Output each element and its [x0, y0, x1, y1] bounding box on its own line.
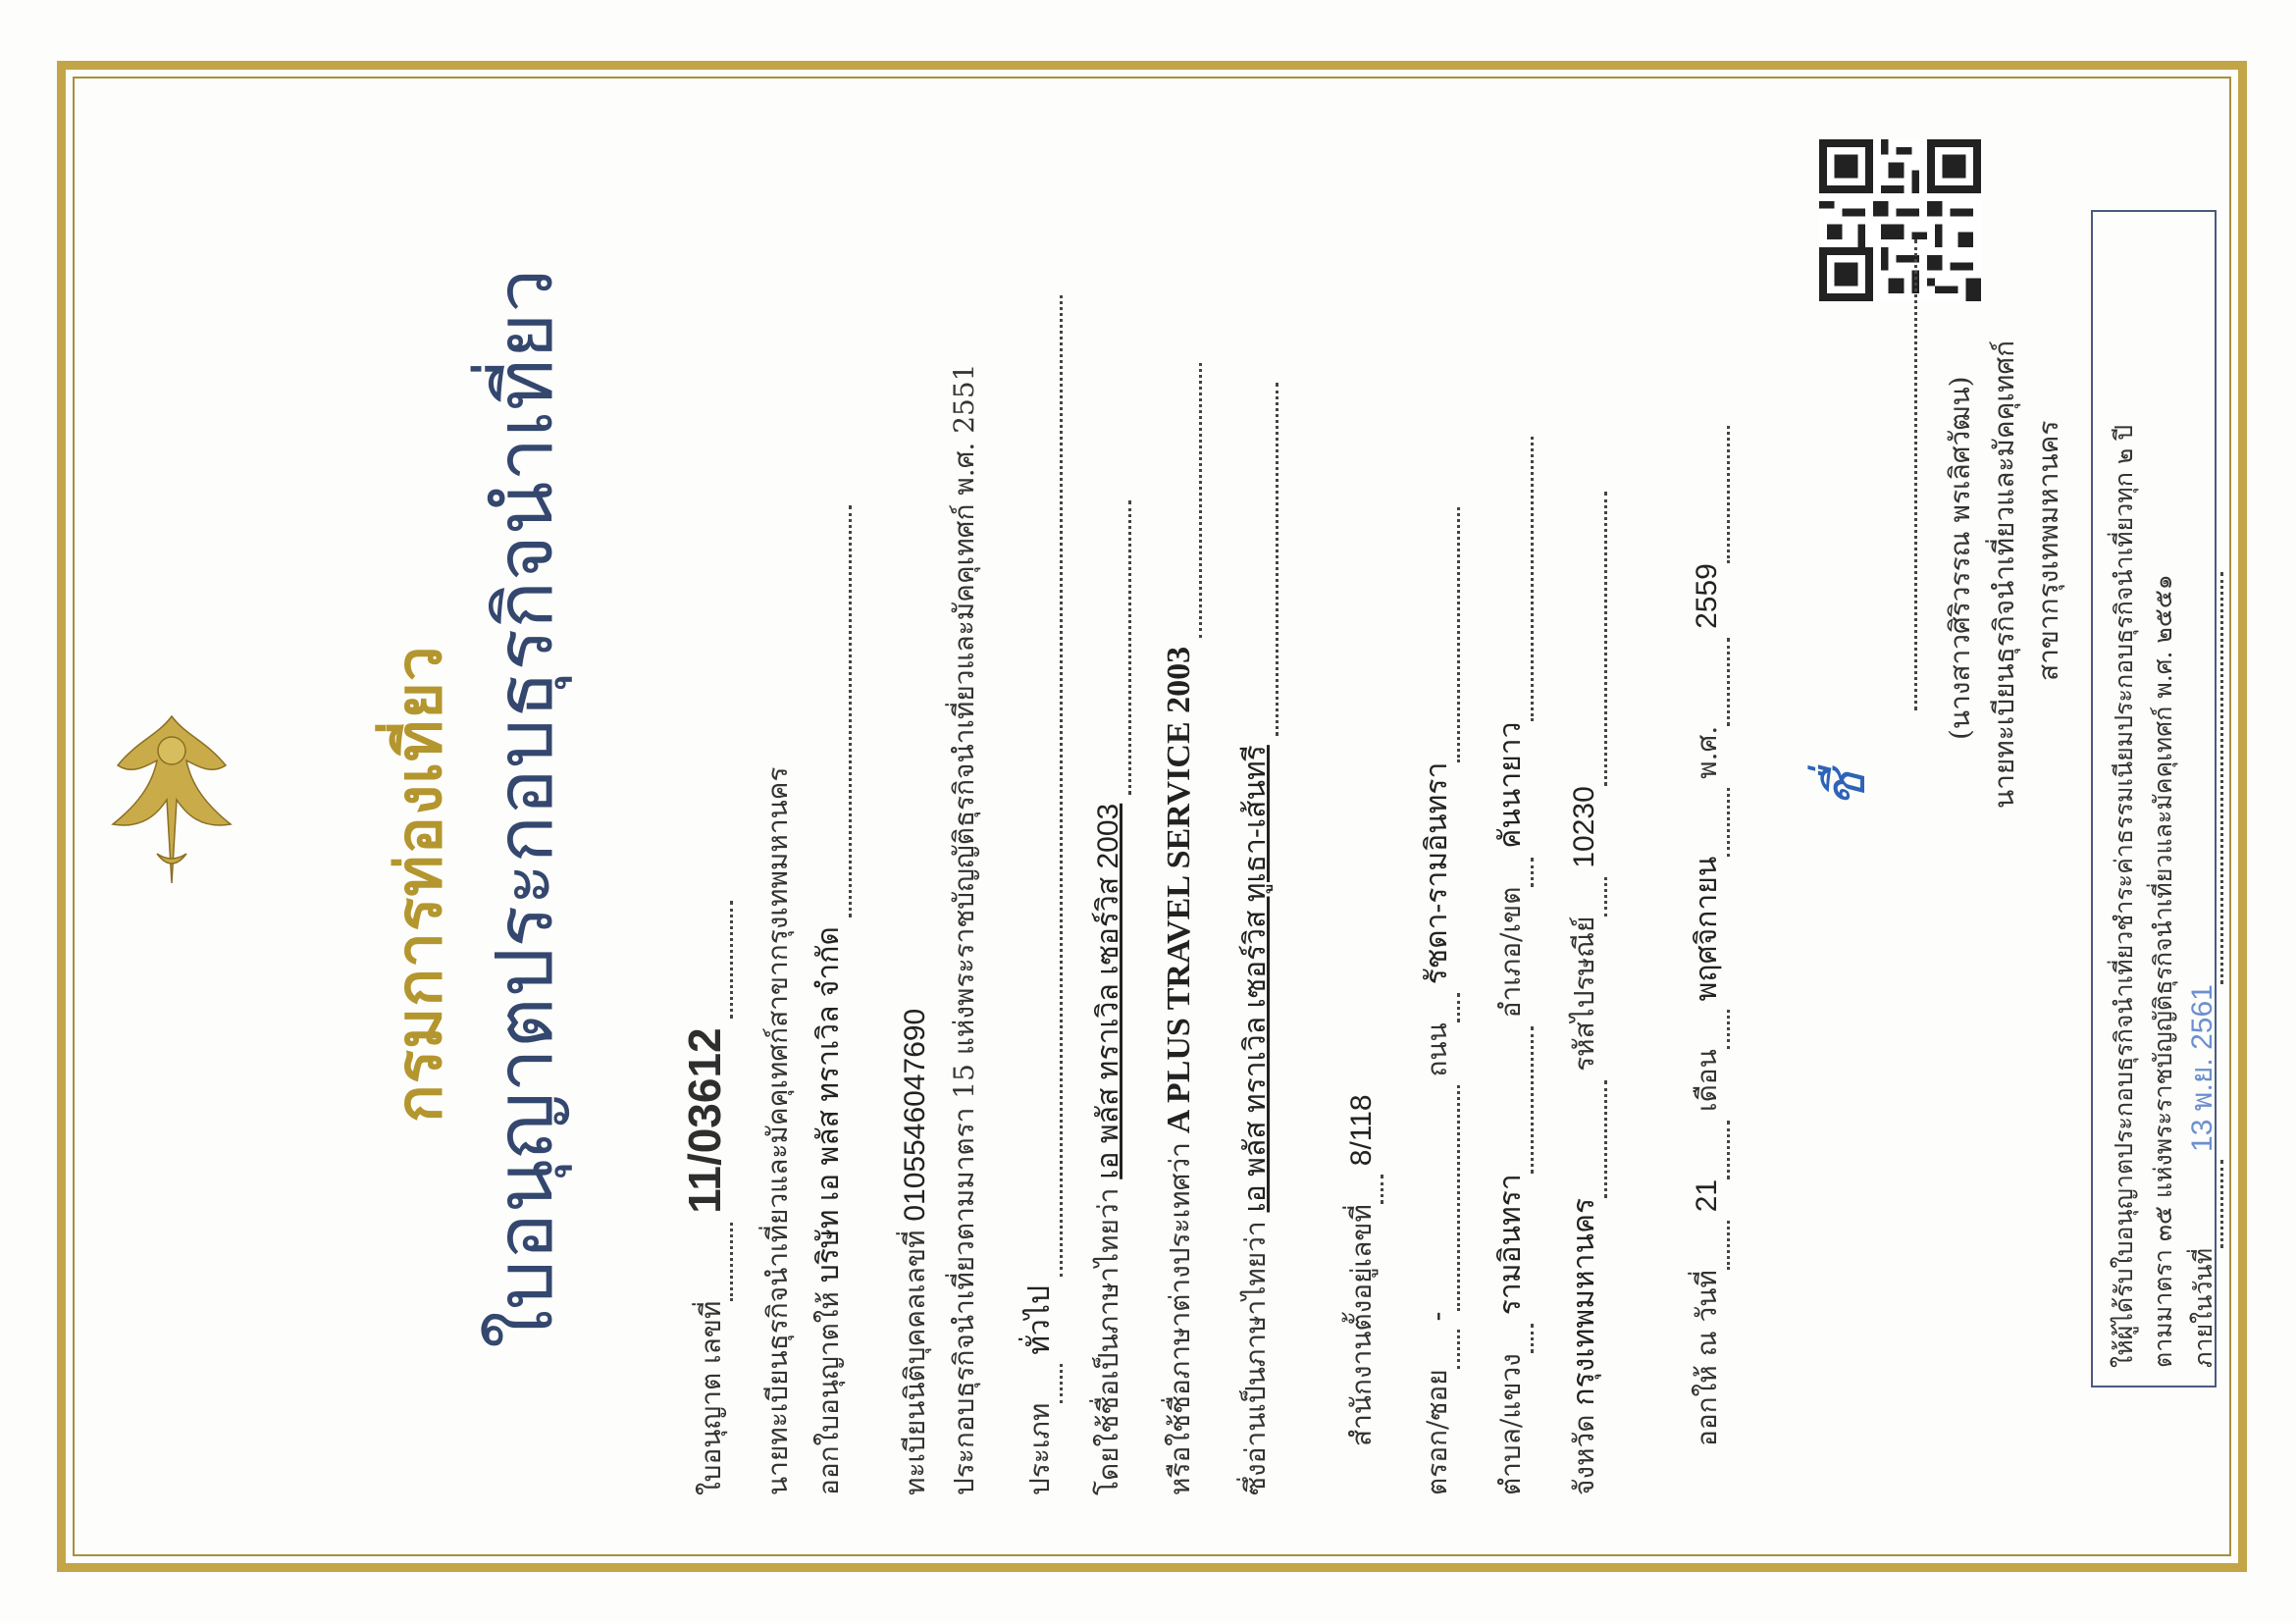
- license-number-row: [678, 901, 733, 1495]
- signatory-position: นายทะเบียนธุรกิจนำเที่ยวและมัคคุเทศก์: [1988, 340, 2020, 809]
- department-name: กรมการท่องเที่ยว: [383, 645, 456, 1123]
- alley-label: ตรอก/ซอย: [1421, 1369, 1453, 1495]
- signatory-name: (นางสาวศิริวรรณ พรเลิศวัฒน): [1944, 376, 1976, 740]
- license-number-label: ใบอนุญาต เลขที่: [695, 1300, 727, 1495]
- postal-label: รหัสไปรษณีย์: [1568, 916, 1600, 1072]
- district-label: อำเภอ/เขต: [1494, 886, 1527, 1019]
- read-as-value: เอ พลัส ทราเวิล เซอร์วิส ทูเธา-เส้นทรี: [1239, 745, 1272, 1213]
- issue-month-label: เดือน: [1691, 1049, 1723, 1112]
- office-number: 8/118: [1345, 1094, 1378, 1167]
- fee-notice-line-3: [2183, 230, 2223, 1368]
- thai-name-row: [1085, 500, 1131, 1495]
- subdistrict-label: ตำบล/แขวง: [1494, 1353, 1527, 1495]
- type-label: ประเภท: [1023, 1402, 1056, 1495]
- subdistrict-district-row: [1487, 438, 1534, 1496]
- foreign-name-label: หรือใช้ชื่อภาษาต่างประเทศว่า: [1164, 1142, 1196, 1495]
- road-value: รัชดา-รามอินทรา: [1421, 761, 1453, 985]
- signature: ชื่: [1814, 770, 1878, 809]
- read-as-label: ซึ่งอ่านเป็นภาษาไทยว่า: [1239, 1221, 1272, 1495]
- issue-day-label: ออกให้ ณ วันที่: [1691, 1270, 1723, 1446]
- district-value: คันนายาว: [1494, 721, 1527, 849]
- signatory-branch: สาขากรุงเทพมหานคร: [2032, 420, 2064, 681]
- juristic-row: [894, 1009, 937, 1495]
- issued-to-value: บริษัท เอ พลัส ทราเวิล จำกัด: [812, 926, 845, 1283]
- province-label: จังหวัด: [1568, 1414, 1600, 1495]
- fee-deadline-stamp: 13 พ.ย. 2561: [2186, 984, 2218, 1152]
- fee-notice-deadline-label: ภายในวันที่: [2189, 1247, 2218, 1368]
- issued-to-row: [806, 505, 852, 1495]
- registrar-line: นายทะเบียนธุรกิจนำเที่ยวและมัคคุเทศก์สาขากรุงเทพมหานคร: [761, 766, 794, 1495]
- foreign-name-value: A PLUS TRAVEL SERVICE 2003: [1161, 646, 1197, 1134]
- office-row: [1340, 1094, 1383, 1446]
- certificate-title: ใบอนุญาตประกอบธุรกิจนำเที่ยว: [479, 268, 570, 1348]
- fee-notice-line-1: ให้ผู้ได้รับใบอนุญาตประกอบธุรกิจนำเที่ยวชำระค่าธรรมเนียมประกอบธุรกิจนำเที่ยวทุก ๒ ปี: [2110, 424, 2138, 1368]
- road-label: ถนน: [1421, 1022, 1453, 1077]
- province-postal-row: [1561, 492, 1607, 1495]
- signature-line: [1914, 239, 1917, 710]
- subdistrict-value: รามอินทรา: [1494, 1174, 1527, 1316]
- office-label: สำนักงานตั้งอยู่เลขที่: [1345, 1204, 1378, 1446]
- province-value: กรุงเทพมหานคร: [1568, 1197, 1600, 1406]
- issue-date-row: [1684, 426, 1730, 1446]
- issue-day: 21: [1691, 1178, 1723, 1213]
- certificate-body: [75, 79, 2229, 1554]
- type-value: ทั่วไป: [1023, 1284, 1056, 1355]
- juristic-number: 0105546047690: [899, 1008, 931, 1222]
- thai-name-label: โดยใช้ชื่อเป็นภาษาไทยว่า: [1092, 1187, 1124, 1495]
- act-line: ประกอบธุรกิจนำเที่ยวตามมาตรา 15 แห่งพระราชบัญญัติธุรกิจนำเที่ยวและมัคคุเทศก์ พ.ศ. 2551: [948, 363, 980, 1495]
- type-row: [1017, 295, 1063, 1495]
- thai-name-value: เอ พลัส ทราเวิล เซอร์วิส 2003: [1092, 803, 1124, 1179]
- issued-to-label: ออกใบอนุญาตให้: [812, 1291, 845, 1495]
- juristic-label: ทะเบียนนิติบุคคลเลขที่: [899, 1230, 931, 1495]
- postal-value: 10230: [1568, 786, 1600, 868]
- issue-year-label: พ.ศ.: [1691, 725, 1723, 779]
- read-as-row: [1232, 383, 1278, 1495]
- alley-value: -: [1421, 1311, 1453, 1322]
- issue-year: 2559: [1691, 563, 1723, 629]
- license-number: 11/03612: [679, 1027, 730, 1214]
- issue-month: พฤศจิกายน: [1691, 856, 1723, 1002]
- fee-notice-line-2: ตามมาตรา ๓๕ แห่งพระราชบัญญัติธุรกิจนำเที่ยวและมัคคุเทศก์ พ.ศ. ๒๕๕๑: [2149, 574, 2177, 1368]
- foreign-name-row: [1159, 363, 1202, 1495]
- fee-notice-box: [2091, 210, 2217, 1387]
- alley-road-row: [1414, 507, 1460, 1495]
